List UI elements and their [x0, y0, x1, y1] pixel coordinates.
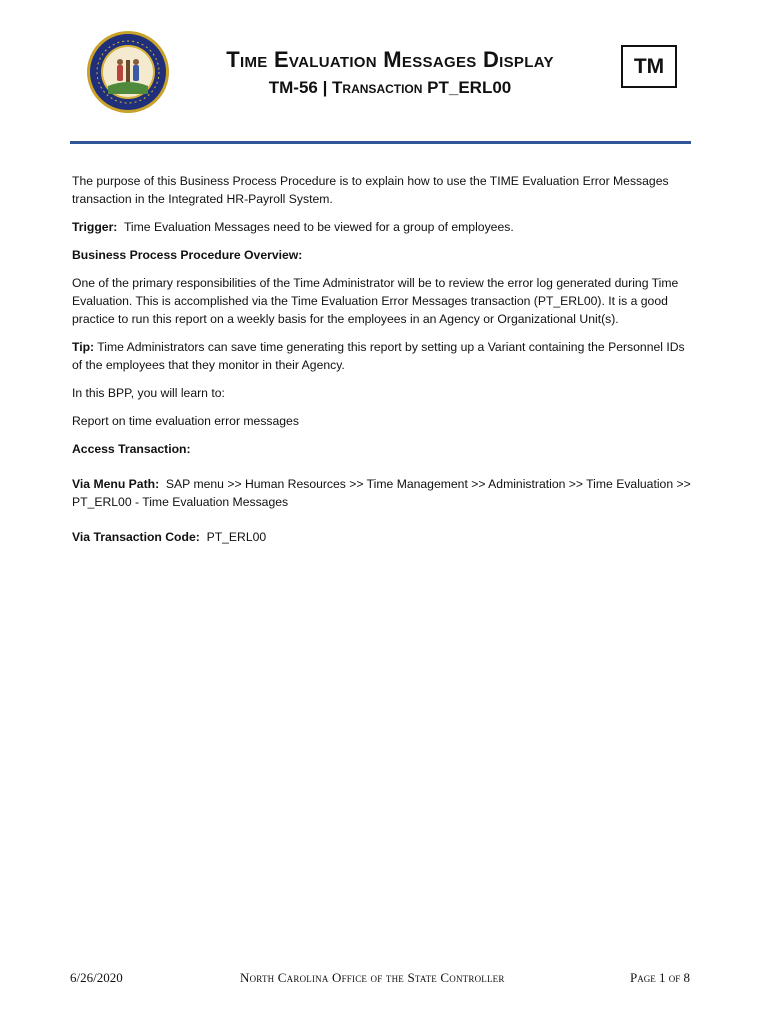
- tip-paragraph: [72, 338, 692, 374]
- tcode-label: Via Transaction Code:: [72, 530, 200, 544]
- document-body: [72, 172, 692, 546]
- tip-text: Time Administrators can save time generating this report by setting up a Variant containing the Personnel IDs of the employees that they monitor in their Agency.: [72, 340, 685, 372]
- trigger-label: Trigger:: [72, 220, 118, 234]
- purpose-paragraph: The purpose of this Business Process Procedure is to explain how to use the TIME Evaluation Error Messages transaction in the Integrated HR-Payroll System.: [72, 174, 669, 206]
- document-title: Time Evaluation Messages Display: [226, 47, 554, 72]
- footer-organization: North Carolina Office of the State Controller: [240, 970, 505, 985]
- state-controller-seal-icon: [86, 30, 170, 114]
- tcode-text: PT_ERL00: [206, 530, 267, 544]
- access-heading: Access Transaction:: [72, 442, 191, 456]
- overview-paragraph: One of the primary responsibilities of the Time Administrator will be to review the error log generated during Time Evaluation. This is accomplished via the Time Evaluation Error Messages transaction (PT_ERL00). It is a good practice to run this report on a weekly basis for the employees in an Agency or Organizational Unit(s).: [72, 276, 679, 326]
- overview-heading: Business Process Procedure Overview:: [72, 248, 303, 262]
- footer-page-number: Page 1 of 8: [630, 970, 690, 985]
- tcode-paragraph: [72, 528, 692, 546]
- menu-path-label: Via Menu Path:: [72, 477, 160, 491]
- header: [180, 46, 600, 100]
- trigger-paragraph: [72, 218, 692, 236]
- trigger-text: Time Evaluation Messages need to be viewed for a group of employees.: [123, 220, 514, 234]
- page-footer: [70, 970, 690, 990]
- header-divider: [70, 141, 691, 144]
- menu-path-paragraph: [72, 475, 692, 511]
- learn-intro: In this BPP, you will learn to:: [72, 386, 225, 400]
- footer-date: 6/26/2020: [70, 970, 123, 985]
- module-tag: TM: [621, 45, 677, 88]
- learn-item: Report on time evaluation error messages: [72, 414, 299, 428]
- tip-label: Tip:: [72, 340, 95, 354]
- document-subtitle: TM-56 | Transaction PT_ERL00: [268, 78, 512, 97]
- menu-path-text: SAP menu >> Human Resources >> Time Management >> Administration >> Time Evaluation >> PT_ERL00 - Time Evaluation Messages: [72, 477, 691, 509]
